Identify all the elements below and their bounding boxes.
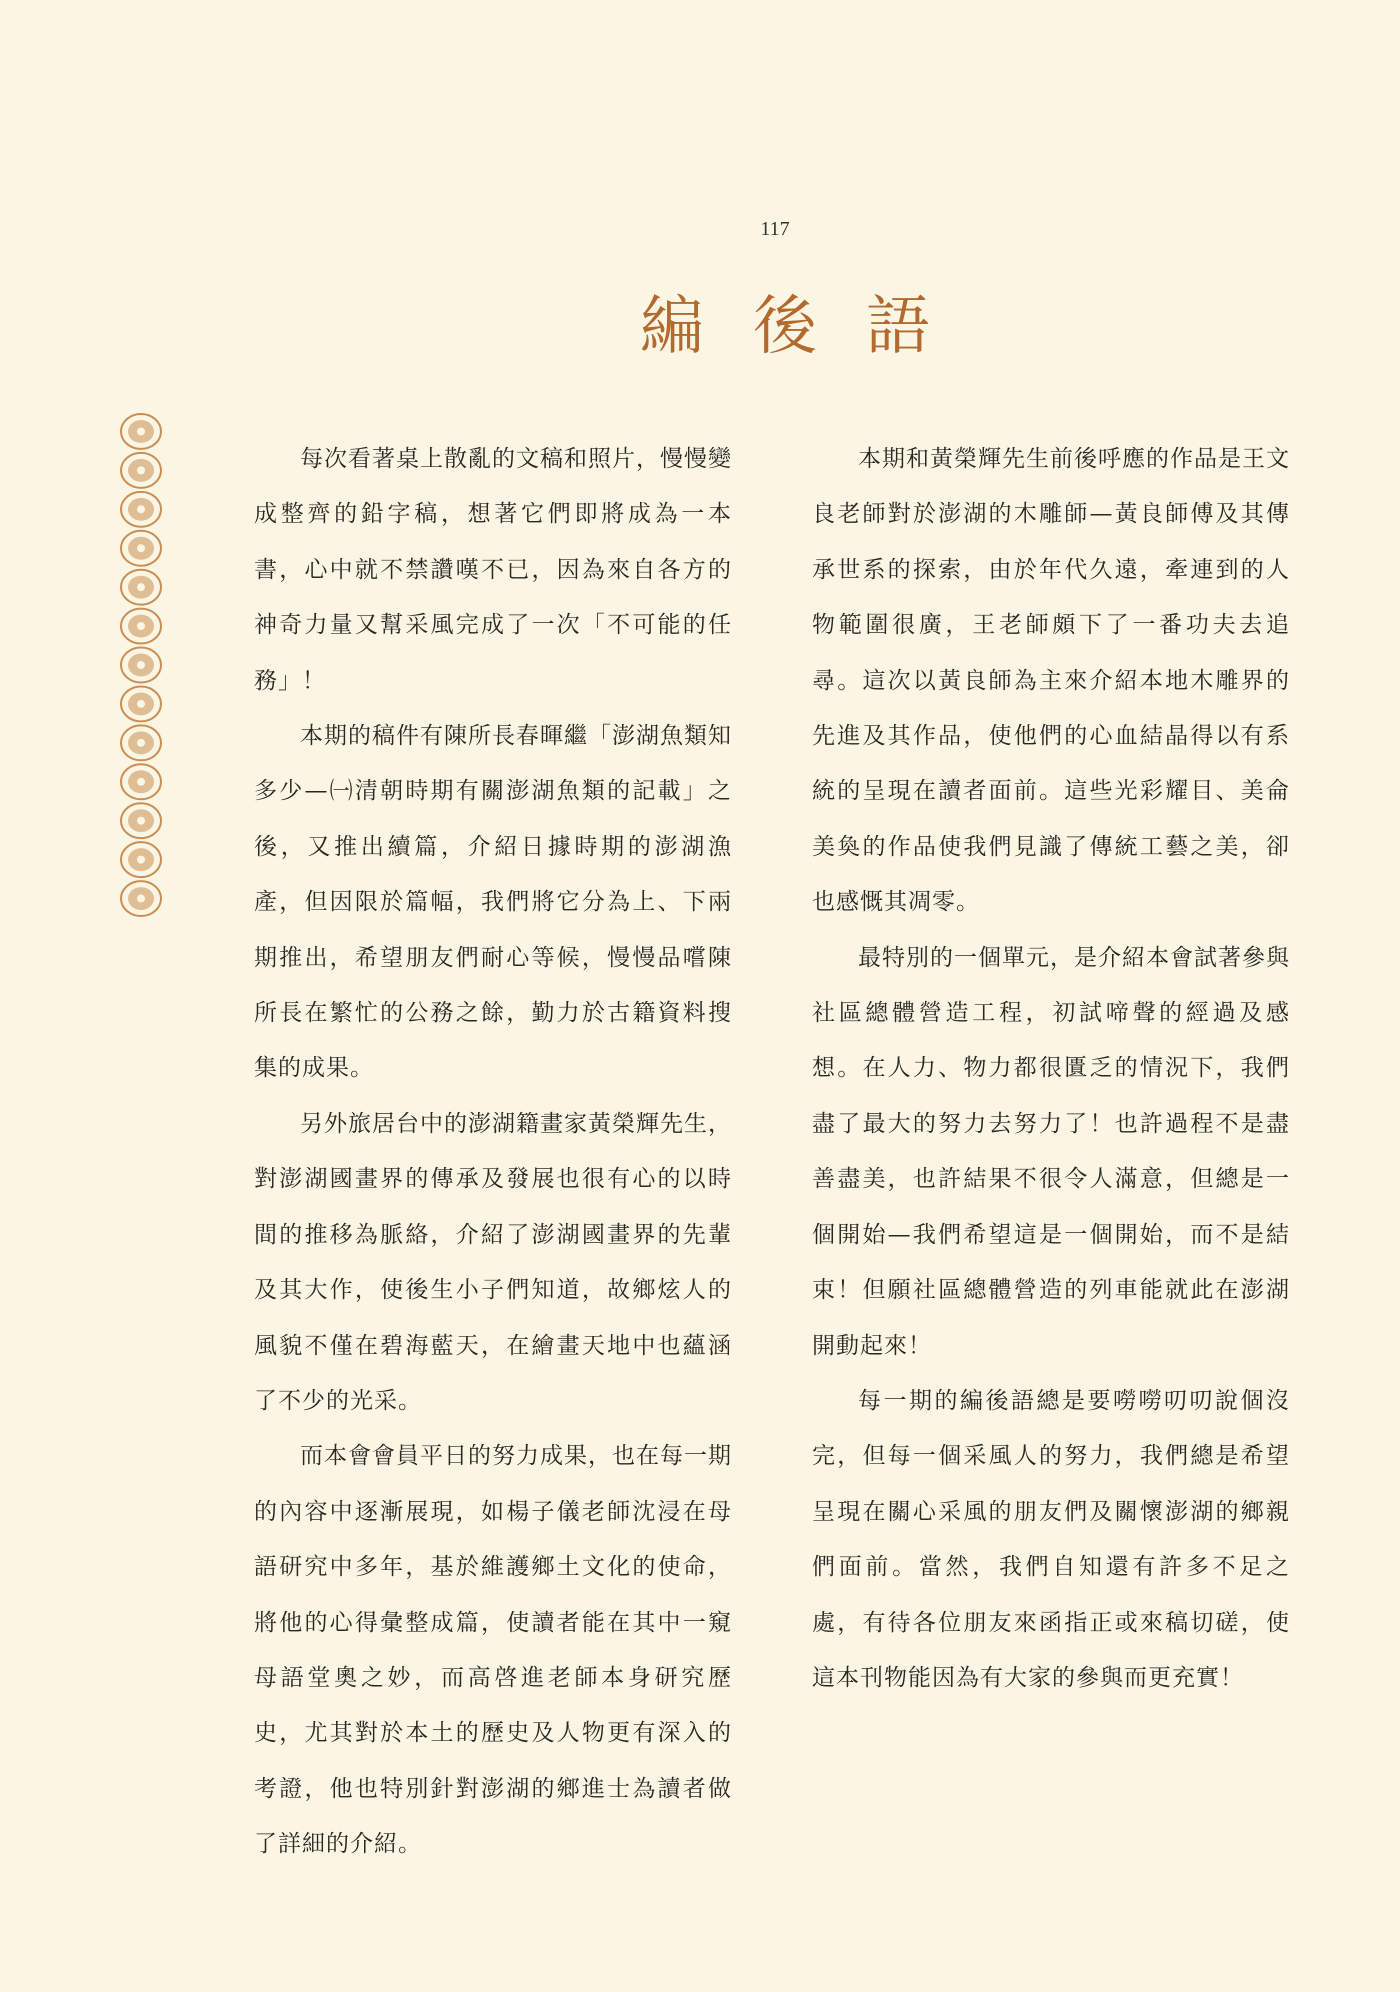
- left-paragraph-4: 而本會會員平日的努力成果，也在每一期的內容中逐漸展現，如楊子儀老師沈浸在母語研究中多年，基於維護鄉土文化的使命，將他的心得彙整成篇，使讀者能在其中一窺母語堂奧之妙，而高啓進老師本身研究歷史，尤其對於本土的歷史及人物更有深入的考證，他也特別針對澎湖的鄉進士為讀者做了詳細的介紹。: [254, 1443, 732, 1858]
- left-paragraph-3: 另外旅居台中的澎湖籍畫家黃榮輝先生，對澎湖國畫界的傳承及發展也很有心的以時間的推移為脈絡，介紹了澎湖國畫界的先輩及其大作，使後生小子們知道，故鄉炫人的風貌不僅在碧海藍天，在繪畫天地中也蘊涵了不少的光采。: [254, 1110, 732, 1414]
- ornament-medallion: [121, 570, 161, 605]
- page-title: [640, 290, 930, 364]
- title-char-1: 編: [640, 290, 704, 364]
- ornament-medallion: [121, 764, 161, 799]
- right-column: [812, 432, 1290, 1706]
- left-paragraph-1: 每次看著桌上散亂的文稿和照片，慢慢變成整齊的鉛字稿，想著它們即將成為一本書，心中就不禁讚嘆不已，因為來自各方的神奇力量又幫采風完成了一次「不可能的任務」！: [254, 446, 732, 694]
- ornament-medallion: [121, 492, 161, 527]
- right-paragraph-3: 每一期的編後語總是要嘮嘮叨叨說個沒完，但每一個采風人的努力，我們總是希望呈現在關心采風的朋友們及關懷澎湖的鄉親們面前。當然，我們自知還有許多不足之處，有待各位朋友來函指正或來稿切磋，使這本刊物能因為有大家的參與而更充實！: [812, 1387, 1290, 1691]
- title-char-2: 後: [753, 290, 817, 364]
- ornament-medallion: [121, 531, 161, 566]
- left-column: [254, 432, 732, 1873]
- ornament-medallion: [121, 725, 161, 760]
- ornament-medallion: [121, 648, 161, 683]
- ornament-medallion: [121, 803, 161, 838]
- ornament-medallion: [121, 453, 161, 488]
- left-paragraph-2: 本期的稿件有陳所長春暉繼「澎湖魚類知多少—㈠清朝時期有關澎湖魚類的記載」之後，又推出續篇，介紹日據時期的澎湖漁產，但因限於篇幅，我們將它分為上、下兩期推出，希望朋友們耐心等候，慢慢品嚐陳所長在繁忙的公務之餘，勤力於古籍資料搜集的成果。: [254, 723, 732, 1082]
- decorative-ornament-column: [118, 412, 164, 918]
- title-char-3: 語: [866, 290, 930, 364]
- right-paragraph-2: 最特別的一個單元，是介紹本會試著參與社區總體營造工程，初試啼聲的經過及感想。在人力、物力都很匱乏的情況下，我們盡了最大的努力去努力了！也許過程不是盡善盡美，也許結果不很令人滿意，但總是一個開始—我們希望這是一個開始，而不是結束！但願社區總體營造的列車能就此在澎湖開動起來！: [812, 944, 1290, 1359]
- ornament-medallion: [121, 609, 161, 644]
- ornament-medallion: [121, 414, 161, 449]
- page-number: 117: [760, 218, 790, 240]
- right-paragraph-1: 本期和黃榮輝先生前後呼應的作品是王文良老師對於澎湖的木雕師—黃良師傅及其傳承世系的探索，由於年代久遠，牽連到的人物範圍很廣，王老師頗下了一番功夫去追尋。這次以黃良師為主來介紹本地木雕界的先進及其作品，使他們的心血結晶得以有系統的呈現在讀者面前。這些光彩耀目、美侖美奐的作品使我們見識了傳統工藝之美，卻也感慨其凋零。: [812, 446, 1290, 916]
- ornament-medallion: [121, 686, 161, 721]
- ornament-medallion: [121, 842, 161, 877]
- ornament-medallion: [121, 881, 161, 916]
